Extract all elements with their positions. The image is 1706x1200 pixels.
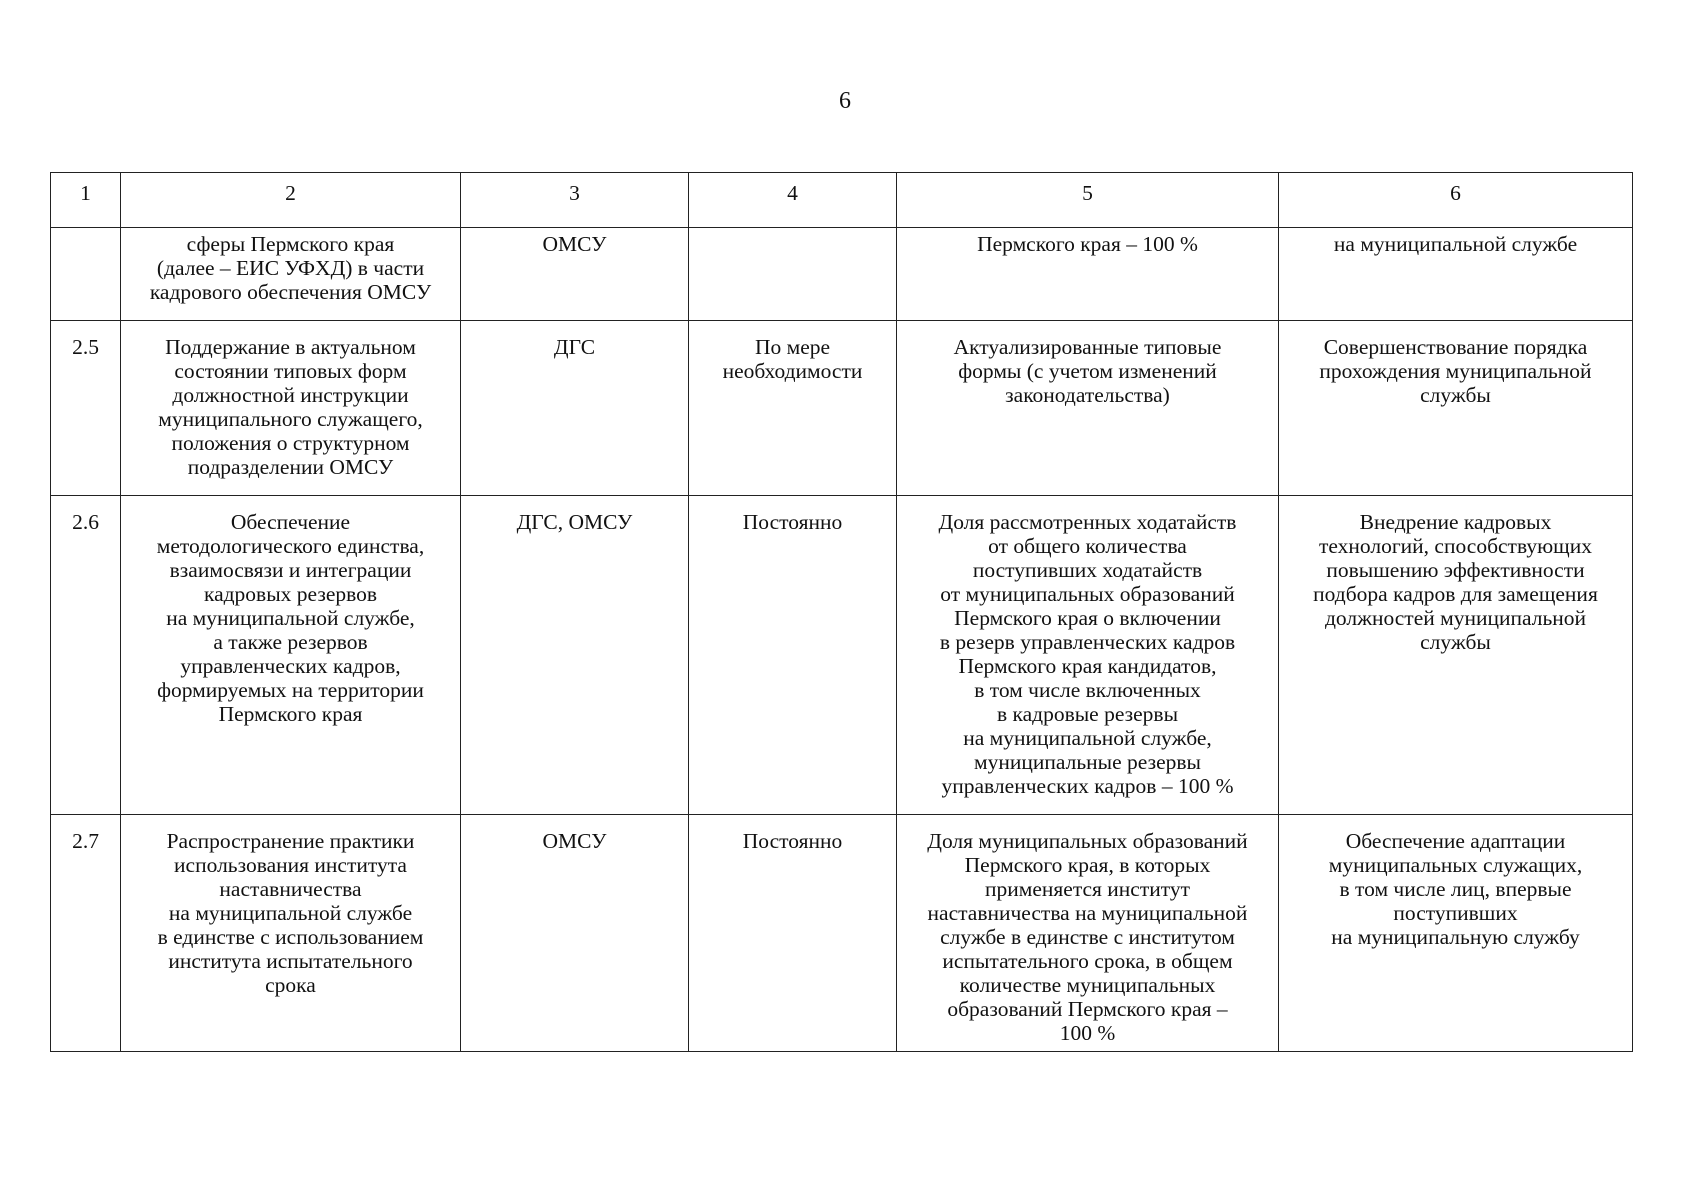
header-cell: 6 xyxy=(1279,173,1633,228)
table-row xyxy=(51,815,1633,1052)
executor-cell: ДГС xyxy=(461,321,689,496)
result-cell: Пермского края – 100 % xyxy=(897,228,1279,321)
header-cell: 3 xyxy=(461,173,689,228)
row-number-cell: 2.7 xyxy=(51,815,121,1052)
goal-cell: Совершенствование порядка прохождения муниципальной службы xyxy=(1279,321,1633,496)
goal-cell: Внедрение кадровых технологий, способствующих повышению эффективности подбора кадров для замещения должностей муниципальной службы xyxy=(1279,496,1633,815)
term-cell: По мере необходимости xyxy=(689,321,897,496)
result-cell: Актуализированные типовые формы (с учетом изменений законодательства) xyxy=(897,321,1279,496)
term-cell: Постоянно xyxy=(689,815,897,1052)
header-cell: 5 xyxy=(897,173,1279,228)
result-cell: Доля муниципальных образований Пермского края, в которых применяется институт наставничества на муниципальной службе в единстве с институтом испытательного срока, в общем количестве муниципальных образований Пермского края – 100 % xyxy=(897,815,1279,1052)
executor-cell: ОМСУ xyxy=(461,815,689,1052)
executor-cell: ОМСУ xyxy=(461,228,689,321)
table-row xyxy=(51,496,1633,815)
table-row xyxy=(51,321,1633,496)
row-number-cell xyxy=(51,228,121,321)
table-row xyxy=(51,228,1633,321)
header-cell: 1 xyxy=(51,173,121,228)
goal-cell: на муниципальной службе xyxy=(1279,228,1633,321)
row-number-cell: 2.6 xyxy=(51,496,121,815)
term-cell xyxy=(689,228,897,321)
action-cell: Обеспечение методологического единства, взаимосвязи и интеграции кадровых резервов на муниципальной службе, а также резервов управленческих кадров, формируемых на территории Пермского края xyxy=(121,496,461,815)
header-cell: 4 xyxy=(689,173,897,228)
result-cell: Доля рассмотренных ходатайств от общего количества поступивших ходатайств от муниципальных образований Пермского края о включении в резерв управленческих кадров Пермского края кандидатов, в том числе включенных в кадровые резервы на муниципальной службе, муниципальные резервы управленческих кадров – 100 % xyxy=(897,496,1279,815)
page-number: 6 xyxy=(839,88,851,114)
action-cell: Распространение практики использования института наставничества на муниципальной службе в единстве с использованием института испытательного срока xyxy=(121,815,461,1052)
goal-cell: Обеспечение адаптации муниципальных служащих, в том числе лиц, впервые поступивших на муниципальную службу xyxy=(1279,815,1633,1052)
plan-table xyxy=(50,172,1633,1052)
action-cell: Поддержание в актуальном состоянии типовых форм должностной инструкции муниципального служащего, положения о структурном подразделении ОМСУ xyxy=(121,321,461,496)
row-number-cell: 2.5 xyxy=(51,321,121,496)
header-cell: 2 xyxy=(121,173,461,228)
term-cell: Постоянно xyxy=(689,496,897,815)
executor-cell: ДГС, ОМСУ xyxy=(461,496,689,815)
table-header-row xyxy=(51,173,1633,228)
action-cell: сферы Пермского края (далее – ЕИС УФХД) в части кадрового обеспечения ОМСУ xyxy=(121,228,461,321)
